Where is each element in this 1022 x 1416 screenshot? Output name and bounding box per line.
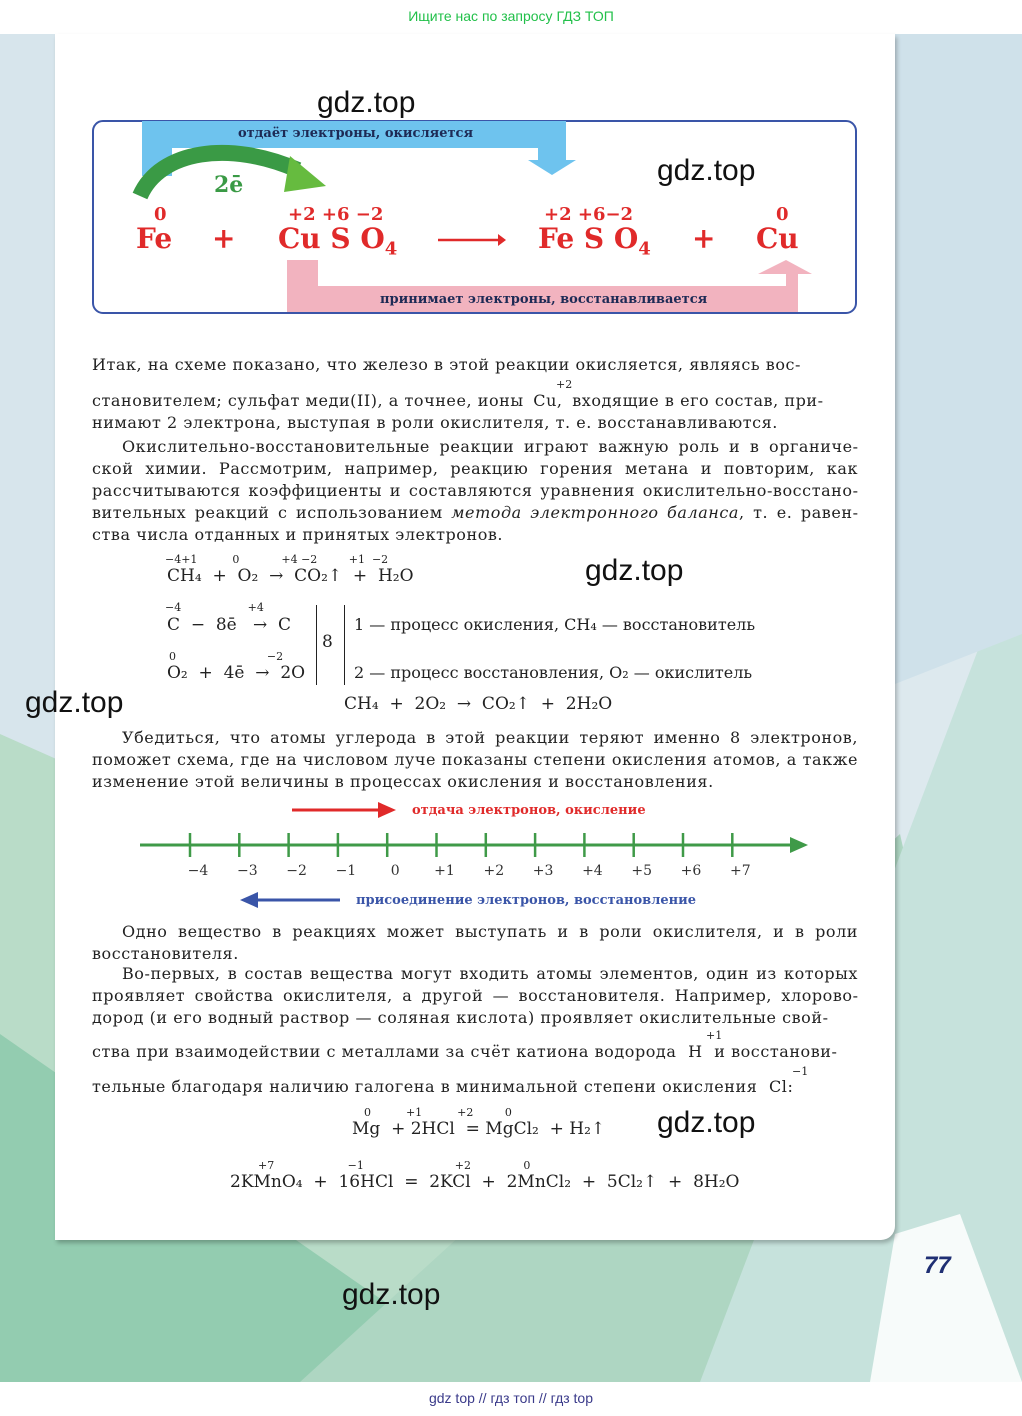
tick-label: +5 (631, 863, 652, 879)
tick-label: +1 (434, 863, 455, 879)
balance-divider-left (316, 605, 317, 685)
methane-eq-ox-states: −4+1 0 +4 −2 +1 −2 (165, 553, 389, 566)
cu-product: Cu (756, 222, 799, 255)
tick-label: 0 (390, 863, 400, 879)
paragraph-1-line-2: становителем; сульфат меди(II), а точнее, ионы Cu, входящие в его состав, при- (92, 391, 824, 410)
tick-label: +2 (483, 863, 505, 879)
h-cation: H (688, 1042, 703, 1061)
top-arrow-label: отдаёт электроны, окисляется (238, 126, 474, 141)
watermark-4: gdz.top (25, 686, 124, 719)
balanced-methane-equation: CH₄ + 2O₂ → CO₂↑ + 2H₂O (344, 694, 613, 714)
cl-anion: Cl: (768, 1077, 794, 1096)
electron-count: 2ē (214, 172, 244, 198)
reduction-arrow-head (240, 892, 258, 908)
half-reaction-2-ox: 0 −2 (169, 650, 284, 663)
watermark-5: gdz.top (657, 1106, 756, 1139)
methane-equation: CH₄ + O₂ → CO₂↑ + H₂O (167, 566, 414, 586)
electron-balance-method: метода электронного баланса (451, 503, 739, 522)
feso4-ox-states: +2 +6−2 (544, 204, 634, 225)
mg-hcl-equation: Mg + 2HCl = MgCl₂ + H₂↑ (352, 1119, 606, 1139)
paragraph-4: Одно вещество в реакциях может выступать и в роли окислителя, и в роли восстановителя. (92, 922, 858, 963)
cuso4-ox-states: +2 +6 −2 (288, 204, 384, 225)
reduction-label: присоединение электронов, восстановление (356, 893, 697, 908)
kmno4-eq-ox-states: +7 −1 +2 0 (258, 1159, 531, 1172)
watermark-3: gdz.top (585, 554, 684, 587)
oxidation-label: отдача электронов, окисление (412, 803, 646, 818)
bottom-arrow-label: принимает электроны, восстанавливается (380, 292, 708, 307)
paragraph-5: Во-первых, в состав вещества могут входить атомы элементов, один из которых проявляет свойства окислителя, а другой — восстановителя. Например, хлороводород (и его водный раствор — соляная кислота) проявляет окислительные свой- (92, 964, 858, 1027)
oxidation-process-desc: 1 — процесс окисления, CH₄ — восстановитель (354, 615, 756, 634)
balance-divider-right (344, 605, 345, 685)
half-reaction-1: C − 8ē → C (167, 615, 292, 635)
paragraph-2: Окислительно-восстановительные реакции играют важную роль и в органической химии. Рассмотрим, например, реакцию горения метана и повторим, как рассчитываются коэффициенты и составляются уравнения окислительно-восстановительных реакций с использованием метода электронного баланса, т. е. равенства числа отданных и принятых электронов. (92, 437, 858, 544)
tick-label: −2 (286, 863, 307, 879)
cu-ion: Cu, (533, 391, 563, 410)
fe-reactant: Fe (136, 222, 173, 255)
mg-eq-ox-states: 0 +1 +2 0 (364, 1106, 512, 1119)
top-banner: Ищите нас по запросу ГДЗ ТОП (0, 0, 1022, 34)
oxidation-arrow-head (378, 802, 396, 818)
watermark-2: gdz.top (657, 154, 756, 187)
cuso4-reactant: Cu S $O_4$ (278, 222, 398, 260)
h-cation-ox-state: +1 (706, 1029, 723, 1042)
tick-label: +7 (729, 863, 751, 879)
watermark-6: gdz.top (342, 1278, 441, 1311)
tick-label: −3 (236, 863, 258, 879)
tick-label: +6 (680, 863, 702, 879)
feso4-product: Fe S $O_4$ (538, 222, 651, 260)
paragraph-1-line-3: нимают 2 электрона, выступая в роли окислителя, т. е. восстанавливаются. (92, 413, 778, 432)
plus-sign-2: + (692, 222, 716, 255)
kmno4-hcl-equation: 2KMnO₄ + 16HCl = 2KCl + 2MnCl₂ + 5Cl₂↑ + 8H₂O (230, 1172, 740, 1192)
redox-scheme (0, 0, 1022, 340)
fe-ox-state: 0 (154, 204, 167, 225)
page-number: 77 (924, 1252, 951, 1279)
reduction-process-desc: 2 — процесс восстановления, O₂ — окислитель (354, 663, 753, 682)
bottom-banner: gdz top // гдз топ // гдз top (0, 1382, 1022, 1416)
tick-label: −1 (335, 863, 357, 879)
cl-anion-ox-state: −1 (792, 1065, 809, 1078)
tick-label: +4 (582, 863, 603, 879)
watermark-1: gdz.top (317, 86, 416, 119)
cu-ox-state: 0 (776, 204, 789, 225)
half-reaction-2: O₂ + 4ē → 2O (167, 663, 306, 683)
number-axis-head (790, 837, 808, 853)
paragraph-5-line-2: ства при взаимодействии с металлами за счёт катиона водорода H и восстанови- (92, 1042, 838, 1061)
paragraph-5-line-3: тельные благодаря наличию галогена в минимальной степени окисления Cl: (92, 1077, 794, 1096)
cu-ion-ox-state: +2 (556, 378, 573, 391)
paragraph-3: Убедиться, что атомы углерода в этой реакции теряют именно 8 электронов, поможет схема, где на числовом луче показаны степени окисления атомов, а также изменение этой величины в процессах окисления и восстановления. (92, 728, 858, 791)
tick-label: +3 (532, 863, 554, 879)
plus-sign-1: + (212, 222, 236, 255)
half-reaction-1-ox: −4 +4 (165, 601, 264, 614)
tick-label: −4 (187, 863, 209, 879)
paragraph-1-line-1: Итак, на схеме показано, что железо в этой реакции окисляется, являясь вос- (92, 355, 802, 374)
electron-lcm: 8 (322, 632, 333, 652)
